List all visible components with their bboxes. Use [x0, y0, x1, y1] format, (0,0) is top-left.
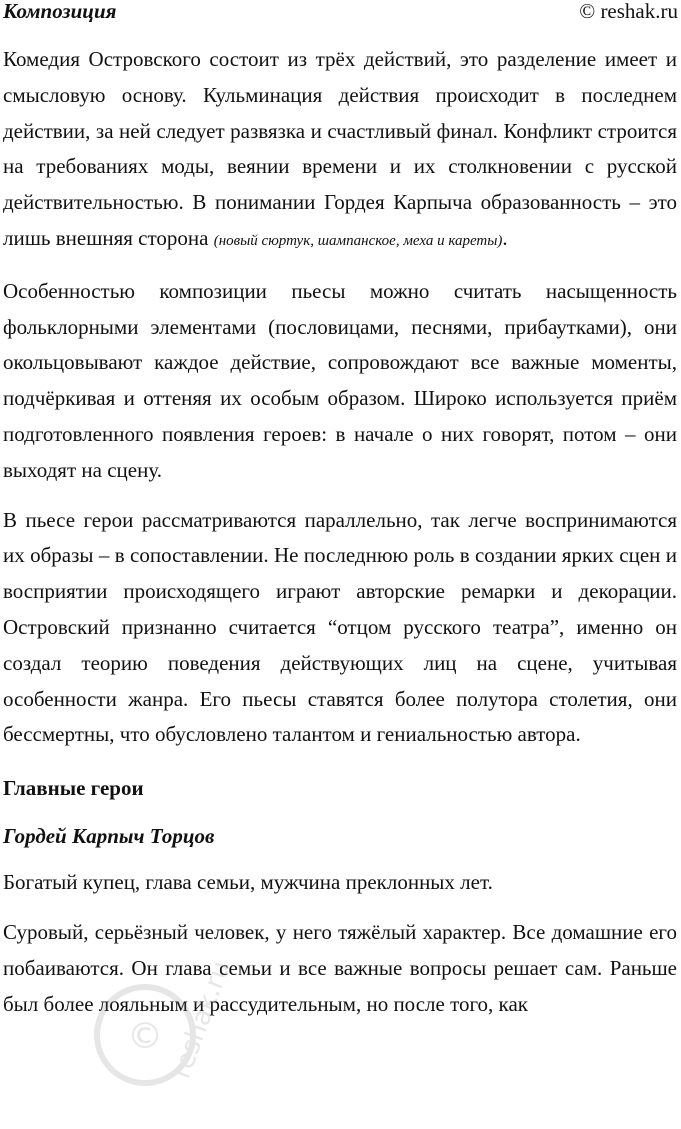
paragraph-intro-note: (новый сюртук, шампанское, меха и кареты)	[213, 232, 503, 249]
document-body	[3, 42, 677, 1022]
page-header	[3, 0, 678, 24]
page-title: Композиция	[3, 0, 117, 23]
paragraph-intro-end: .	[502, 225, 508, 250]
paragraph-folklore: Особенностью композиции пьесы можно считать насыщенность фольклорными элементами (пословицами, песнями, прибаутками), они окольцовывают каждое действие, сопровождают все важные моменты, подчёркивая и оттеняя их особым образом. Широко используется приём подготовленного появления героев: в начале о них говорят, потом – они выходят на сцену.	[3, 278, 677, 482]
watermark-text: reshak.ru	[166, 956, 237, 1083]
paragraph-heroes: В пьесе герои рассматриваются параллельно, так легче воспринимаются их образы – в сопоставлении. Не последнюю роль в создании ярких сцен и восприятии происходящего играют авторские ремарки и декорации. Островский признанно считается “отцом русского театра”, именно он создал теорию поведения действующих лиц на сцене, учитывая особенности жанра. Его пьесы ставятся более полутора столетия, они бессмертны, что обусловлено талантом и гениальностью автора.	[3, 507, 677, 747]
svg-text:©: ©	[127, 1016, 163, 1057]
site-credit: © reshak.ru	[579, 0, 678, 23]
character-description: Богатый купец, глава семьи, мужчина преклонных лет.	[3, 870, 493, 895]
character-traits: Суровый, серьёзный человек, у него тяжёлый характер. Все домашние его побаиваются. Он глава семьи и все важные вопросы решает сам. Раньше был более лояльным и рассудительным, но после того, как	[3, 919, 677, 1016]
paragraph-intro-text: Комедия Островского состоит из трёх действий, это разделение имеет и смысловую основу. Кульминация действия происходит в последнем действии, за ней следует развязка и счастливый финал. Конфликт строится на требованиях моды, веянии времени и их столкновении с русской действительностью. В понимании Гордея Карпыча образованность – это лишь внешняя сторона	[3, 47, 677, 250]
character-name: Гордей Карпыч Торцов	[3, 824, 215, 849]
paragraph-intro	[3, 42, 677, 260]
section-heading: Главные герои	[3, 776, 144, 801]
